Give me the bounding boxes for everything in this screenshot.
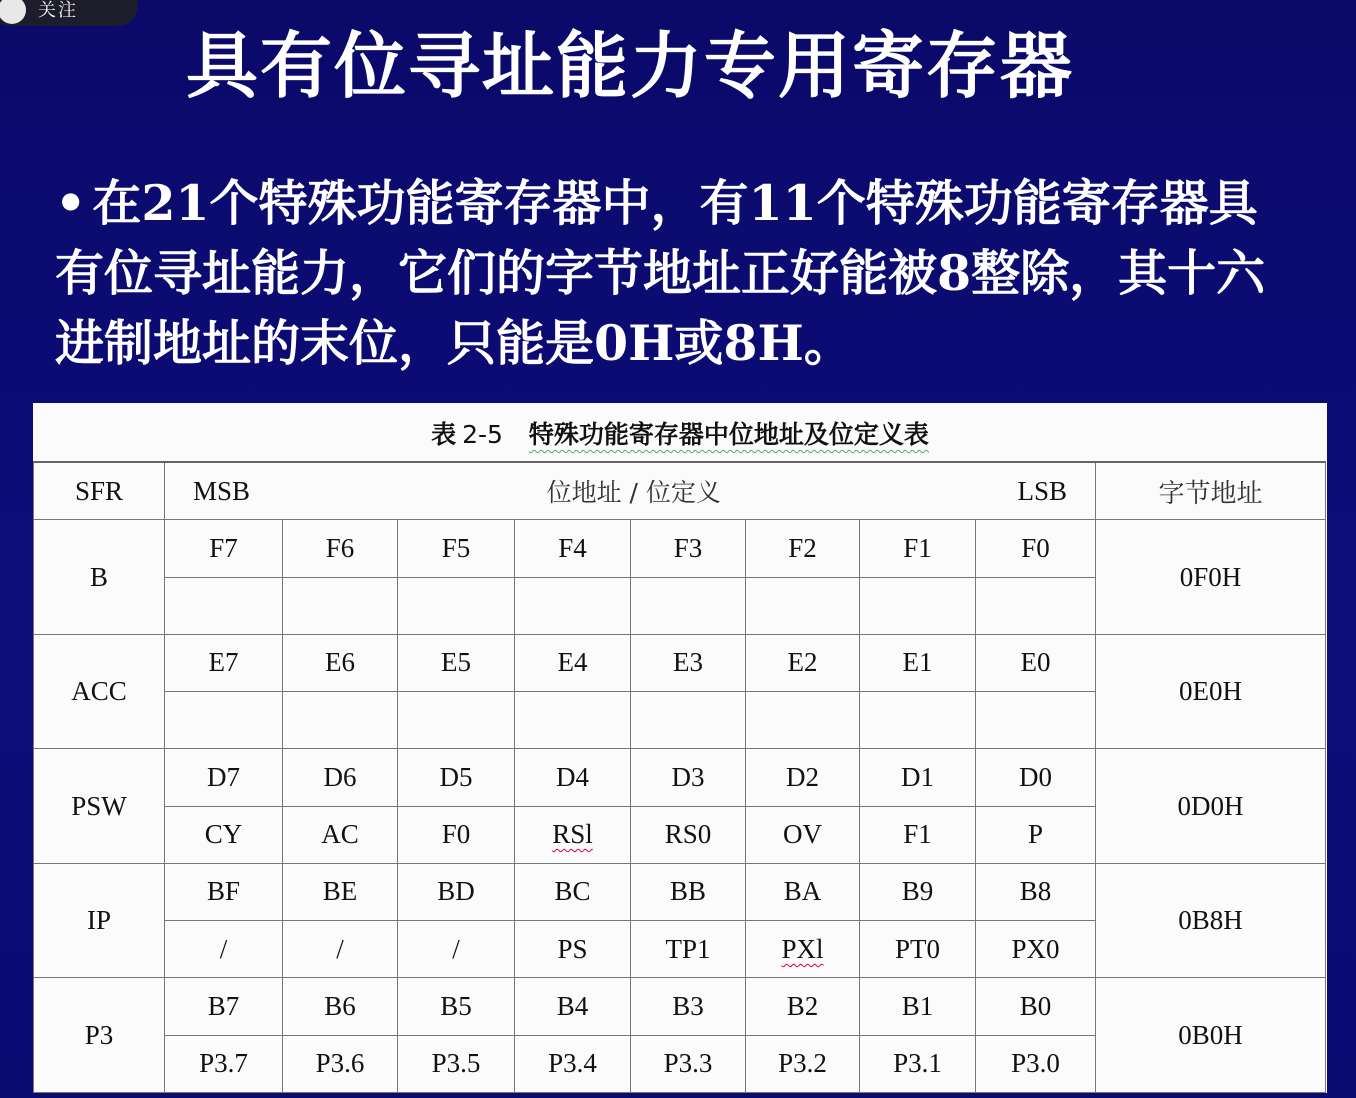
sfr-name-cell: B <box>34 520 165 635</box>
table-header-row <box>34 462 1326 520</box>
byte-address-cell: 0B0H <box>1096 978 1326 1093</box>
bit-address-cell: B9 <box>860 863 976 920</box>
bit-definition-cell <box>860 921 976 978</box>
bit-definition-cell <box>976 921 1096 978</box>
bit-definition-cell <box>165 1035 283 1092</box>
bit-definition-text: CY <box>204 819 243 850</box>
bit-definition-text: / <box>452 933 460 964</box>
bit-definition-text: F0 <box>441 819 471 850</box>
bit-definition-cell <box>398 577 515 634</box>
bit-address-cell: F2 <box>746 520 860 577</box>
bit-definition-cell <box>515 1035 631 1092</box>
sfr-name-cell: P3 <box>34 978 165 1093</box>
bit-definition-text: P3.1 <box>893 1048 942 1079</box>
bit-definition-text: PXl <box>781 933 824 964</box>
bit-definition-text: AC <box>321 819 359 850</box>
bit-definition-text: RS0 <box>664 819 712 850</box>
bit-definition-text: P3.5 <box>431 1048 481 1079</box>
bit-address-cell: B7 <box>165 978 283 1035</box>
table-row <box>34 520 1326 577</box>
bit-definition-cell <box>283 1035 398 1092</box>
header-byte-address: 字节地址 <box>1096 462 1326 520</box>
caption-number: 2-5 <box>462 420 503 449</box>
bit-address-cell: E1 <box>860 634 976 691</box>
bit-address-cell: E6 <box>283 634 398 691</box>
bit-address-cell: E0 <box>976 634 1096 691</box>
bit-address-cell: D1 <box>860 749 976 806</box>
bit-address-cell: B8 <box>976 863 1096 920</box>
bit-definition-cell <box>976 1035 1096 1092</box>
slide-title: 具有位寻址能力专用寄存器 <box>185 23 1074 108</box>
bit-address-cell: B0 <box>976 978 1096 1035</box>
bit-definition-text: / <box>336 933 344 964</box>
header-msb: MSB <box>193 475 251 506</box>
bullet-text: 在21个特殊功能寄存器中，有11个特殊功能寄存器具有位寻址能力，它们的字节地址正好能被8整除，其十六进制地址的末位，只能是0H或8H。 <box>55 174 1266 372</box>
bit-address-cell: D4 <box>515 749 631 806</box>
bit-definition-cell <box>515 692 631 749</box>
bit-definition-cell <box>283 692 398 749</box>
follow-label: 关注 <box>38 0 78 21</box>
bit-address-cell: D6 <box>283 749 398 806</box>
bit-address-cell: BF <box>165 863 283 920</box>
bullet-paragraph <box>55 168 1305 378</box>
bit-definition-cell <box>746 921 860 978</box>
header-bit-address <box>165 462 1096 520</box>
bit-address-cell: F0 <box>976 520 1096 577</box>
bit-definition-text: / <box>219 933 228 964</box>
bit-address-cell: BA <box>746 863 860 920</box>
bit-definition-cell <box>165 806 283 863</box>
bit-definition-cell <box>976 577 1096 634</box>
bit-address-cell: E3 <box>631 634 746 691</box>
byte-address-cell: 0D0H <box>1096 749 1326 864</box>
table-row <box>34 978 1326 1035</box>
sfr-bit-table <box>33 461 1326 1093</box>
bit-definition-text: PS <box>557 933 588 964</box>
bit-address-cell: B2 <box>746 978 860 1035</box>
sfr-name-cell: ACC <box>34 634 165 749</box>
sfr-name-cell: PSW <box>34 749 165 864</box>
bit-address-cell: B4 <box>515 978 631 1035</box>
bit-definition-cell <box>746 806 860 863</box>
bullet-dot: • <box>55 174 87 232</box>
bit-definition-text: F1 <box>903 819 932 850</box>
bit-definition-cell <box>746 1035 860 1092</box>
bit-definition-cell <box>631 577 746 634</box>
bit-address-cell: F5 <box>398 520 515 577</box>
bit-definition-text: P3.7 <box>199 1048 248 1079</box>
bit-definition-cell <box>165 692 283 749</box>
bit-address-cell: E7 <box>165 634 283 691</box>
bit-definition-cell <box>283 577 398 634</box>
bit-definition-text: P <box>1028 819 1044 850</box>
byte-address-cell: 0F0H <box>1096 520 1326 635</box>
bit-definition-cell <box>631 806 746 863</box>
caption-prefix: 表 <box>431 420 457 449</box>
bit-definition-cell <box>860 692 976 749</box>
bit-definition-cell <box>515 806 631 863</box>
bit-definition-cell <box>165 921 283 978</box>
bit-definition-cell <box>631 692 746 749</box>
sfr-name-cell: IP <box>34 863 165 978</box>
header-sfr: SFR <box>34 462 165 520</box>
header-lsb: LSB <box>1017 475 1068 506</box>
bit-definition-cell <box>746 692 860 749</box>
bit-address-cell: D7 <box>165 749 283 806</box>
bit-definition-text: P3.3 <box>663 1048 713 1079</box>
bit-definition-cell <box>860 1035 976 1092</box>
bit-definition-text: P3.2 <box>778 1048 827 1079</box>
bit-definition-cell <box>746 577 860 634</box>
table-row <box>34 863 1326 920</box>
bit-address-cell: BD <box>398 863 515 920</box>
bit-definition-cell <box>165 577 283 634</box>
table-row <box>34 749 1326 806</box>
bit-address-cell: D2 <box>746 749 860 806</box>
bit-definition-cell <box>398 806 515 863</box>
bit-address-cell: D3 <box>631 749 746 806</box>
bit-address-cell: D5 <box>398 749 515 806</box>
bit-definition-cell <box>398 1035 515 1092</box>
bit-definition-cell <box>398 692 515 749</box>
bit-definition-text: PX0 <box>1011 933 1060 964</box>
bit-address-cell: E4 <box>515 634 631 691</box>
bit-address-cell: F4 <box>515 520 631 577</box>
bit-definition-cell <box>631 1035 746 1092</box>
bit-definition-cell <box>283 921 398 978</box>
bit-definition-cell <box>515 921 631 978</box>
bit-address-cell: F3 <box>631 520 746 577</box>
bit-definition-cell <box>976 806 1096 863</box>
bit-address-cell: F7 <box>165 520 283 577</box>
bit-definition-cell <box>976 692 1096 749</box>
bit-definition-text: P3.0 <box>1011 1048 1060 1079</box>
header-middle: 位地址 / 位定义 <box>546 478 721 508</box>
bit-definition-text: P3.4 <box>548 1048 597 1079</box>
bit-definition-text: P3.6 <box>315 1048 365 1079</box>
table-caption <box>33 415 1327 451</box>
table-row <box>34 634 1326 691</box>
bit-address-cell: F6 <box>283 520 398 577</box>
byte-address-cell: 0E0H <box>1096 634 1326 749</box>
bit-definition-cell <box>631 921 746 978</box>
byte-address-cell: 0B8H <box>1096 863 1326 978</box>
bit-address-cell: D0 <box>976 749 1096 806</box>
bit-definition-cell <box>398 921 515 978</box>
bit-definition-text: TP1 <box>665 933 711 964</box>
bit-address-cell: F1 <box>860 520 976 577</box>
bit-address-cell: B6 <box>283 978 398 1035</box>
bit-definition-cell <box>515 577 631 634</box>
bit-address-cell: E2 <box>746 634 860 691</box>
bit-address-cell: BC <box>515 863 631 920</box>
bit-definition-cell <box>283 806 398 863</box>
bit-definition-cell <box>860 577 976 634</box>
bit-definition-cell <box>860 806 976 863</box>
bit-address-cell: E5 <box>398 634 515 691</box>
bit-address-cell: B5 <box>398 978 515 1035</box>
bit-definition-text: RSl <box>552 819 593 850</box>
bit-definition-text: OV <box>783 819 822 850</box>
sfr-table-card <box>33 403 1327 1093</box>
bit-definition-text: PT0 <box>894 933 940 964</box>
bit-address-cell: B1 <box>860 978 976 1035</box>
caption-text: 特殊功能寄存器中位地址及位定义表 <box>528 420 929 449</box>
bit-address-cell: B3 <box>631 978 746 1035</box>
bit-address-cell: BB <box>631 863 746 920</box>
bit-address-cell: BE <box>283 863 398 920</box>
